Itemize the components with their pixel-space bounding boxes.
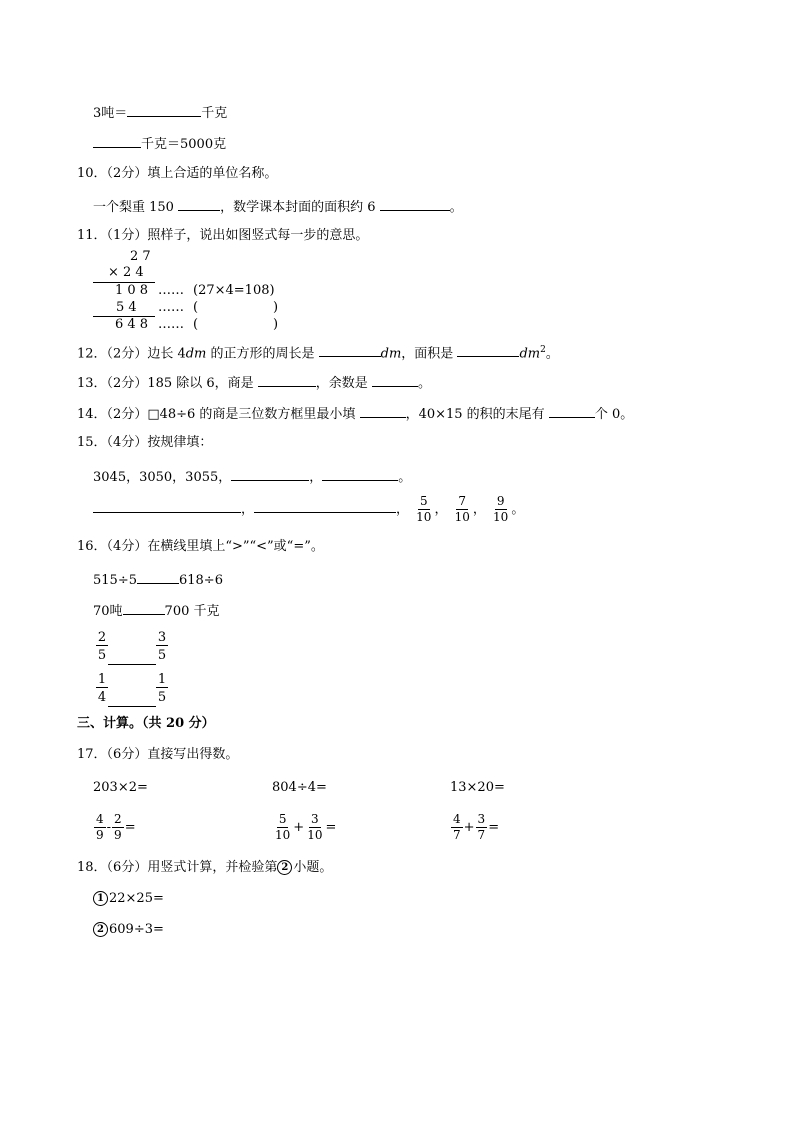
q16-d-right-den: 5 [157,690,167,705]
q15-blank-1[interactable] [231,467,309,481]
vm-paren-open-2: ( [193,300,199,315]
q16-a-left: 515÷5 [93,573,137,588]
q12-mid2: ，面积是 [401,346,458,362]
q15-fraction-1: $\frac{5}{10}$ [416,494,432,524]
vm-row-4: 5 4 [116,300,137,315]
vm-dots-2: …… [158,300,184,315]
q15-end-2: 。 [511,502,525,517]
circled-2-icon: 2 [277,860,292,875]
q14-line [77,404,633,423]
vm-row-5: 6 4 8 [115,317,149,332]
q9-line1-prefix: 3吨＝ [93,106,128,121]
q15-line1 [93,467,411,486]
q18-title-prefix: 18．（6分）用竖式计算，并检验第 [77,860,278,875]
q10-part-a: 一个梨重 150 [93,200,174,215]
q9-line1 [93,103,227,122]
q17-item-3: 13×20= [450,780,505,795]
q13-blank-1[interactable] [258,373,316,387]
q16-c-left-num: 2 [97,630,107,645]
vm-row-3: 1 0 8 [115,283,149,298]
q16-blank-c[interactable] [108,664,156,665]
q18-problem-1 [93,891,164,907]
q15-blank-2[interactable] [322,467,398,481]
vm-paren-close-2: ) [273,300,279,315]
q16-row-a [93,570,223,589]
q17-item-1: 203×2= [93,780,148,795]
q18-problem-1-text: 22×25= [109,891,164,906]
q16-c-right-num: 3 [157,630,167,645]
q12-blank-1[interactable] [319,343,381,357]
q14-mid: ，40×15 的积的末尾有 [405,407,549,422]
q10-part-b: ，数学课本封面的面积约 6 [220,200,376,215]
q18-title-suffix: 小题。 [293,860,333,875]
q16-c-left-den: 5 [97,648,107,663]
q13-blank-2[interactable] [372,373,418,387]
q16-b-right: 700 千克 [164,604,220,619]
q16-title: 16．（4分）在横线里填上“>”“<”或“=”。 [77,539,324,554]
q13-mid: ，余数是 [315,376,372,391]
q16-blank-a[interactable] [137,570,179,584]
q16-blank-d[interactable] [108,706,156,707]
q14-end: 个 0。 [594,407,634,422]
q14-blank-2[interactable] [549,404,595,418]
q17-item-4: $\frac{4}{9}$ - $\frac{2}{9}$ = [96,812,136,842]
vm-paren-open-3: ( [193,317,199,332]
vm-paren-close-3: ) [273,317,279,332]
vm-dots-3: …… [158,317,184,332]
q15-end-1: 。 [398,470,412,485]
q15-line2 [93,494,524,525]
q18-problem-2 [93,922,164,938]
q16-b-left: 70吨 [93,604,123,619]
q13-line [77,373,431,392]
q15-blank-4[interactable] [254,499,396,513]
q15-sequence: 3045，3050，3055， [93,470,232,485]
vm-dots-1: …… [158,283,184,298]
q12-prefix: 12．（2分）边长 4 [77,346,186,362]
q11-title: 11．（1分）照样子，说出如图竖式每一步的意思。 [77,228,369,243]
q13-prefix: 13．（2分）185 除以 6，商是 [77,376,258,391]
q16-d-left-den: 4 [97,690,107,705]
q18-problem-2-text: 609÷3= [109,922,164,937]
q10-blank-2[interactable] [380,197,450,211]
q15-sep-4: ， [434,502,448,517]
q15-title: 15．（4分）按规律填： [77,435,213,450]
q10-line [93,197,463,216]
q14-prefix: 14．（2分）□48÷6 的商是三位数方框里最小填 [77,407,360,422]
q12-line [77,342,559,362]
circled-2-icon: 2 [93,922,108,937]
q12-unit-2: dm [380,346,402,362]
vm-note-1: (27×4=108) [193,283,275,298]
q10-part-c: 。 [449,200,463,215]
vm-row-2: × 2 4 [108,265,144,280]
q14-blank-1[interactable] [360,404,406,418]
q15-sep-3: ， [396,502,410,517]
q9-blank-1[interactable] [127,103,201,117]
q10-blank-1[interactable] [178,197,220,211]
q15-sep-2: ， [241,502,255,517]
q12-blank-2[interactable] [457,343,519,357]
q15-fraction-2: $\frac{7}{10}$ [454,494,470,524]
q10-title: 10．（2分）填上合适的单位名称。 [77,166,278,181]
q16-a-right: 618÷6 [178,573,223,588]
q17-title: 17．（6分）直接写出得数。 [77,747,239,762]
q12-unit-1: dm [185,346,207,362]
circled-1-icon: 1 [93,891,108,906]
section-3-heading: 三、计算。（共 20 分） [77,716,215,731]
q16-d-right-num: 1 [157,672,167,687]
q16-blank-b[interactable] [123,601,165,615]
vm-row-1: 2 7 [130,249,151,264]
q9-blank-2[interactable] [93,134,141,148]
q12-superscript: 2 [540,345,546,355]
q15-fraction-3: $\frac{9}{10}$ [493,494,509,524]
q12-end: 。 [545,346,559,362]
q17-item-5: $\frac{5}{10}$ + $\frac{3}{10}$ = [275,812,337,842]
q9-line1-suffix: 千克 [201,106,228,121]
q16-c-right-den: 5 [157,648,167,663]
q17-item-2: 804÷4= [272,780,327,795]
q15-sep: ， [309,470,323,485]
q9-line2-suffix: 千克＝5000克 [141,137,227,152]
q15-blank-3[interactable] [93,499,241,513]
q9-line2 [93,134,226,153]
q18-title [77,860,332,876]
q13-end: 。 [417,376,431,391]
q17-item-6: $\frac{4}{7}$ + $\frac{3}{7}$ = [453,812,500,842]
q15-sep-5: ， [472,502,486,517]
q12-mid: 的正方形的周长是 [206,346,319,362]
q12-unit-3: dm [519,346,541,362]
q16-row-b [93,601,220,620]
q16-d-left-num: 1 [97,672,107,687]
